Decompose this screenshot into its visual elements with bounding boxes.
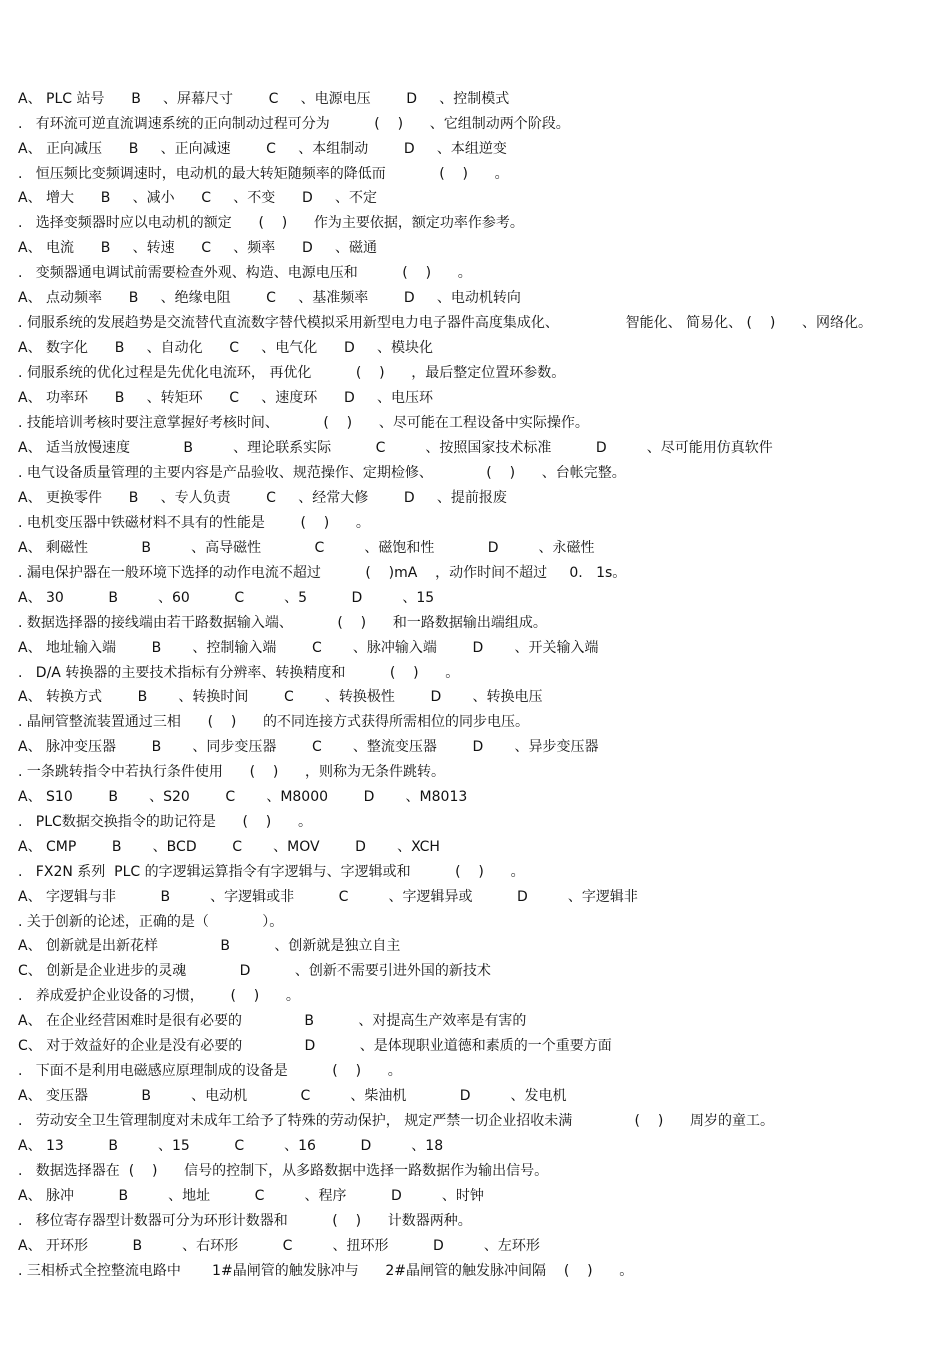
answer-options-line: A、 在企业经营困难时是很有必要的 B 、对提高生产效率是有害的: [18, 1013, 527, 1029]
question-line: . D/A 转换器的主要技术指标有分辨率、转换精度和 ( ) 。: [18, 665, 460, 681]
question-line: . 劳动安全卫生管理制度对未成年工给予了特殊的劳动保护， 规定严禁一切企业招收未满 ( ) 周岁的童工。: [18, 1113, 774, 1129]
answer-options-line: A、 13 B 、15 C 、16 D 、18: [18, 1138, 444, 1154]
answer-options-line: A、 地址输入端 B 、控制输入端 C 、脉冲输入端 D 、开关输入端: [18, 640, 599, 656]
question-line: . 漏电保护器在一般环境下选择的动作电流不超过 ( )mA ，动作时间不超过 0. 1s。: [18, 565, 627, 581]
answer-options-line: A、 剩磁性 B 、高导磁性 C 、磁饱和性 D 、永磁性: [18, 540, 595, 556]
answer-options-line: A、 CMP B 、BCD C 、MOV D 、XCH: [18, 839, 440, 855]
question-line: . 下面不是利用电磁感应原理制成的设备是 ( ) 。: [18, 1063, 402, 1079]
answer-options-line: A、 PLC 站号 B 、屏幕尺寸 C 、电源电压 D 、控制模式: [18, 91, 510, 107]
answer-options-line: A、 点动频率 B 、绝缘电阻 C 、基准频率 D 、电动机转向: [18, 290, 521, 306]
question-line: . 数据选择器在 ( ) 信号的控制下，从多路数据中选择一路数据作为输出信号。: [18, 1163, 549, 1179]
question-line: . 伺服系统的优化过程是先优化电流环， 再优化 ( ) ，最后整定位置环参数。: [18, 365, 566, 381]
answer-options-line: A、 更换零件 B 、专人负责 C 、经常大修 D 、提前报废: [18, 490, 507, 506]
answer-options-line: A、 30 B 、60 C 、5 D 、15: [18, 590, 435, 606]
question-line: . 技能培训考核时要注意掌握好考核时间、 ( ) 、尽可能在工程设备中实际操作。: [18, 415, 589, 431]
answer-options-line: A、 脉冲 B 、地址 C 、程序 D 、时钟: [18, 1188, 484, 1204]
answer-options-line: A、 适当放慢速度 B 、理论联系实际 C 、按照国家技术标准 D 、尽可能用仿真软件: [18, 440, 773, 456]
answer-options-line: A、 脉冲变压器 B 、同步变压器 C 、整流变压器 D 、异步变压器: [18, 739, 599, 755]
question-line: . FX2N 系列 PLC 的字逻辑运算指令有字逻辑与、字逻辑或和 ( ) 。: [18, 864, 525, 880]
question-line: . 有环流可逆直流调速系统的正向制动过程可分为 ( ) 、它组制动两个阶段。: [18, 116, 570, 132]
question-line: . 变频器通电调试前需要检查外观、构造、电源电压和 ( ) 。: [18, 265, 472, 281]
question-line: . 一条跳转指令中若执行条件使用 ( ) ，则称为无条件跳转。: [18, 764, 446, 780]
question-line: . 电气设备质量管理的主要内容是产品验收、规范操作、定期检修、 ( ) 、台帐完整。: [18, 465, 626, 481]
question-line: . 养成爱护企业设备的习惯， ( ) 。: [18, 988, 300, 1004]
question-line: . 数据选择器的接线端由若干路数据输入端、 ( ) 和一路数据输出端组成。: [18, 615, 547, 631]
question-line: . 伺服系统的发展趋势是交流替代直流数字替代模拟采用新型电力电子器件高度集成化、 智能化、 简易化、 ( ) 、网络化。: [18, 315, 872, 331]
answer-options-line: A、 功率环 B 、转矩环 C 、速度环 D 、电压环: [18, 390, 434, 406]
question-line: . 三相桥式全控整流电路中 1#晶闸管的触发脉冲与 2#晶闸管的触发脉冲间隔 ( ) 。: [18, 1263, 634, 1279]
answer-options-line: A、 增大 B 、减小 C 、不变 D 、不定: [18, 190, 378, 206]
answer-options-line: A、 S10 B 、S20 C 、M8000 D 、M8013: [18, 789, 468, 805]
answer-options-line: A、 开环形 B 、右环形 C 、扭环形 D 、左环形: [18, 1238, 540, 1254]
answer-options-line: A、 转换方式 B 、转换时间 C 、转换极性 D 、转换电压: [18, 689, 543, 705]
question-line: . 晶闸管整流装置通过三相 ( ) 的不同连接方式获得所需相位的同步电压。: [18, 714, 530, 730]
question-line: . 恒压频比变频调速时，电动机的最大转矩随频率的降低而 ( ) 。: [18, 166, 509, 182]
answer-options-line: A、 正向减压 B 、正向减速 C 、本组制动 D 、本组逆变: [18, 141, 507, 157]
answer-options-line: A、 字逻辑与非 B 、字逻辑或非 C 、字逻辑异或 D 、字逻辑非: [18, 889, 638, 905]
answer-options-line: A、 创新就是出新花样 B 、创新就是独立自主: [18, 938, 401, 954]
answer-options-line: C、 对于效益好的企业是没有必要的 D 、是体现职业道德和素质的一个重要方面: [18, 1038, 612, 1054]
answer-options-line: A、 变压器 B 、电动机 C 、柴油机 D 、发电机: [18, 1088, 567, 1104]
answer-options-line: A、 电流 B 、转速 C 、频率 D 、磁通: [18, 240, 378, 256]
question-line: . 电机变压器中铁磁材料不具有的性能是 ( ) 。: [18, 515, 370, 531]
question-line: . 关于创新的论述，正确的是（ ）。: [18, 914, 284, 930]
question-line: . 选择变频器时应以电动机的额定 ( ) 作为主要依据，额定功率作参考。: [18, 215, 524, 231]
question-line: . 移位寄存器型计数器可分为环形计数器和 ( ) 计数器两种。: [18, 1213, 472, 1229]
answer-options-line: A、 数字化 B 、自动化 C 、电气化 D 、模块化: [18, 340, 434, 356]
answer-options-line: C、 创新是企业进步的灵魂 D 、创新不需要引进外国的新技术: [18, 963, 491, 979]
question-line: . PLC数据交换指令的助记符是 ( ) 。: [18, 814, 312, 830]
